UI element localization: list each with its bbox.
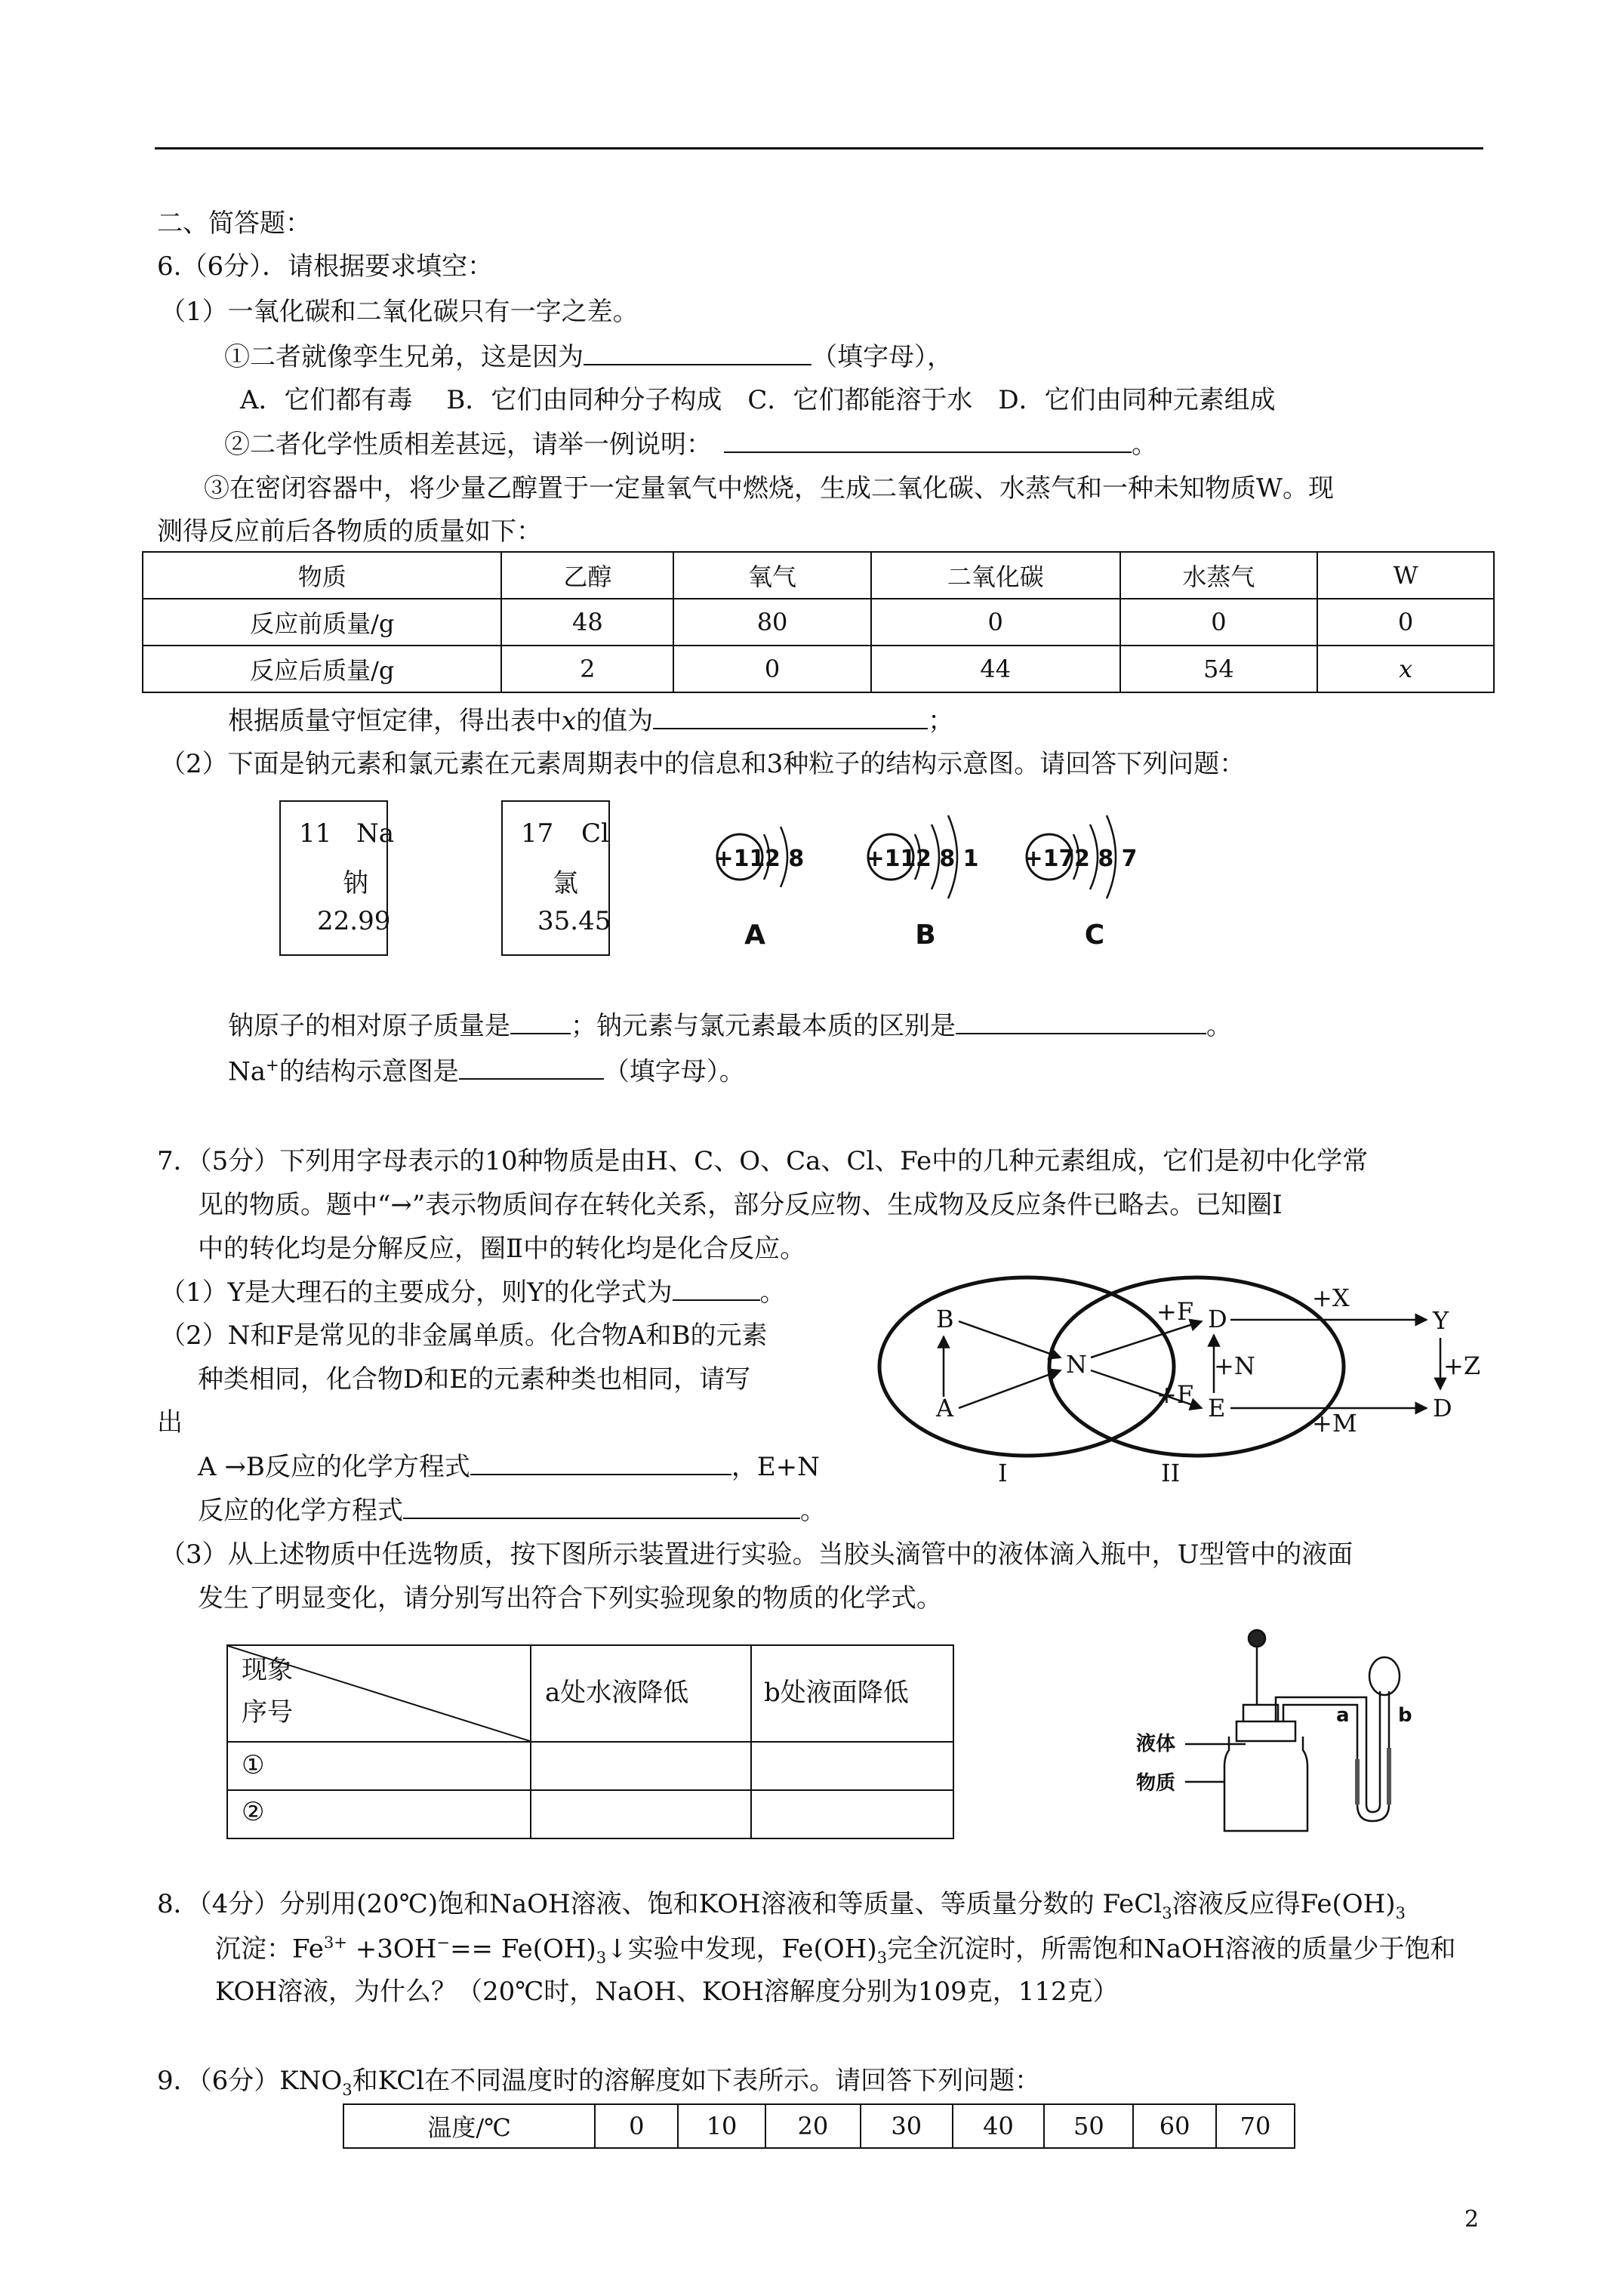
q9-text-1: 9．（6分）KNO xyxy=(157,2066,343,2096)
q7-part2-line4 xyxy=(198,1451,820,1483)
q7-line1: 7．（5分）下列用字母表示的10种物质是由H、C、O、Ca、Cl、Fe中的几种元素组成，它们是初中化学常 xyxy=(157,1146,1369,1176)
particle-a xyxy=(715,827,805,951)
particle-c xyxy=(1024,815,1138,951)
sodium-symbol: Na xyxy=(356,818,395,849)
table-cell: 60 xyxy=(1133,2104,1216,2148)
table-cell: 50 xyxy=(1044,2104,1133,2148)
node-b: B xyxy=(936,1305,954,1333)
q6-sub1 xyxy=(224,341,953,373)
node-y: Y xyxy=(1433,1306,1449,1335)
table-cell: 温度/℃ xyxy=(343,2104,595,2148)
q8-sub-4: 3 xyxy=(876,1948,888,1968)
liquid-label: 液体 xyxy=(1136,1733,1176,1755)
q6-part1-title: （1）一氧化碳和二氧化碳只有一字之差。 xyxy=(160,297,639,327)
q7-eq2-text: 反应的化学方程式 xyxy=(198,1496,403,1526)
chlorine-number: 17 xyxy=(521,818,554,849)
point-a-label: a xyxy=(1336,1704,1350,1727)
table-cell: 0 xyxy=(1317,599,1494,646)
table-header-row xyxy=(343,2104,1295,2148)
q8-text-6: ↓实验中发现，Fe(OH) xyxy=(606,1934,877,1965)
table-header-row xyxy=(143,552,1494,599)
point-b-label: b xyxy=(1398,1704,1412,1727)
chlorine-mass: 35.45 xyxy=(537,906,611,936)
table-cell: 10 xyxy=(678,2104,765,2148)
label-plus-f-bottom: +F xyxy=(1156,1380,1194,1409)
table-cell: 54 xyxy=(1120,646,1318,692)
table-cell: 0 xyxy=(673,646,871,692)
particle-a-shells: 2 8 xyxy=(765,846,805,872)
label-plus-n: +N xyxy=(1214,1351,1255,1380)
ion-symbol: Na xyxy=(228,1056,266,1087)
table-cell: 水蒸气 xyxy=(1120,552,1318,599)
sodium-element-box xyxy=(279,800,395,956)
corner-cell xyxy=(228,1646,530,1741)
corner-bottom-label: 序号 xyxy=(242,1697,293,1727)
difference-question-text: ；钠元素与氯元素最本质的区别是 xyxy=(571,1011,956,1041)
q7-part3-line2: 发生了明显变化，请分别写出符合下列实验现象的物质的化学式。 xyxy=(198,1583,942,1613)
q7-eq1-suffix: ，E+N xyxy=(731,1452,820,1482)
q6-sub3-line2: 测得反应前后各物质的质量如下： xyxy=(157,516,542,547)
q8-line1 xyxy=(157,1889,1406,1922)
row-1-label: ① xyxy=(242,1750,265,1780)
q8-sub-1: 3 xyxy=(1162,1903,1172,1922)
table-cell: 48 xyxy=(501,599,673,646)
q8-text-4: +3OH xyxy=(346,1934,437,1965)
q9-title xyxy=(157,2066,1040,2099)
q6-ion-question xyxy=(228,1056,745,1087)
difference-blank[interactable] xyxy=(956,1010,1206,1034)
q6-title: 6.（6分）．请根据要求填空： xyxy=(157,251,494,282)
chlorine-symbol: Cl xyxy=(581,818,609,849)
q7-line2: 见的物质。题中“→”表示物质间存在转化关系，部分反应物、生成物及反应条件已略去。已知圈Ⅰ xyxy=(198,1190,1283,1220)
table-cell: 30 xyxy=(861,2104,953,2148)
circle-ii xyxy=(1049,1277,1344,1456)
label-plus-m: +M xyxy=(1312,1409,1357,1438)
q8-sub-2: 3 xyxy=(1395,1903,1406,1922)
table-cell: 乙醇 xyxy=(501,552,673,599)
section-title: 二、简答题： xyxy=(157,208,311,239)
q8-text-7: 完全沉淀时，所需饱和NaOH溶液的质量少于饱和 xyxy=(887,1934,1456,1965)
particle-a-label: A xyxy=(744,920,765,951)
q8-sup-1: 3+ xyxy=(323,1933,347,1952)
q7-part2-line5 xyxy=(198,1495,826,1527)
ion-blank[interactable] xyxy=(459,1056,604,1080)
q7-result-table xyxy=(226,1644,954,1839)
label-circle-i: I xyxy=(998,1459,1008,1487)
q6-sub2 xyxy=(224,429,1157,461)
table-cell: x xyxy=(1317,646,1494,692)
column-b-header: b处液面降低 xyxy=(764,1678,909,1708)
q9-sub: 3 xyxy=(342,2079,353,2099)
q7-eq1-blank[interactable] xyxy=(470,1451,731,1475)
particle-b xyxy=(866,815,979,951)
q7-eq2-blank[interactable] xyxy=(403,1495,800,1519)
table-cell: 氧气 xyxy=(673,552,871,599)
node-d: D xyxy=(1208,1305,1227,1333)
table-cell: 反应前质量/g xyxy=(143,599,501,646)
difference-end: 。 xyxy=(1206,1011,1232,1041)
table-cell: 二氧化碳 xyxy=(871,552,1120,599)
particle-b-label: B xyxy=(915,920,936,951)
q6-mass-table xyxy=(142,551,1495,693)
particle-c-nucleus: +17 xyxy=(1024,846,1075,872)
ion-question-suffix: （填字母）。 xyxy=(603,1056,745,1087)
circle-i xyxy=(879,1277,1174,1456)
q7-eq2-end: 。 xyxy=(800,1496,826,1526)
particle-diagrams xyxy=(694,785,1178,966)
q8-text-1: 8．（4分）分别用(20℃)饱和NaOH溶液、饱和KOH溶液和等质量、等质量分数的 FeCl xyxy=(157,1889,1163,1919)
substance-label: 物质 xyxy=(1136,1772,1176,1795)
table-cell: W xyxy=(1317,552,1494,599)
variable-x: x xyxy=(562,706,577,736)
q7-part1-text: （1）Y是大理石的主要成分，则Y的化学式为 xyxy=(160,1277,673,1308)
label-plus-f-top: +F xyxy=(1156,1297,1194,1326)
q7-line3: 中的转化均是分解反应，圈Ⅱ中的转化均是化合反应。 xyxy=(198,1234,806,1264)
q8-line3: KOH溶液，为什么？（20℃时，NaOH、KOH溶解度分别为109克，112克） xyxy=(215,1977,1119,2007)
q6-sub1-suffix: （填字母）， xyxy=(812,342,953,372)
conservation-text: 根据质量守恒定律，得出表中 xyxy=(228,706,562,736)
q6-sub2-text: ②二者化学性质相差甚远，请举一例说明： xyxy=(224,430,712,460)
q8-sup-2: − xyxy=(436,1933,451,1952)
node-n: N xyxy=(1066,1350,1087,1379)
q8-sub-3: 3 xyxy=(596,1948,607,1968)
label-plus-z: +Z xyxy=(1443,1351,1481,1380)
table-row xyxy=(143,646,1494,692)
q6-part2-title: （2）下面是钠元素和氯元素在元素周期表中的信息和3种粒子的结构示意图。请回答下列问题： xyxy=(160,749,1246,779)
table-cell: 反应后质量/g xyxy=(143,646,501,692)
table-cell: 80 xyxy=(673,599,871,646)
q6-sub1-blank[interactable] xyxy=(584,341,812,365)
node-e: E xyxy=(1208,1394,1226,1422)
particle-a-nucleus: +11 xyxy=(714,846,765,872)
conservation-text-2: 的值为 xyxy=(576,706,654,736)
q6-sub2-end: 。 xyxy=(1132,430,1157,460)
ion-question-text: 的结构示意图是 xyxy=(279,1056,459,1087)
mass-blank[interactable] xyxy=(510,1010,571,1034)
q7-part2-line2: 种类相同，化合物D和E的元素种类也相同，请写 xyxy=(198,1364,751,1395)
q8-text-2: 溶液反应得Fe(OH) xyxy=(1172,1889,1396,1919)
table-cell: 40 xyxy=(953,2104,1045,2148)
header-rule xyxy=(155,147,1483,149)
column-a-header: a处水液降低 xyxy=(545,1678,689,1708)
q8-text-5: == Fe(OH) xyxy=(450,1934,596,1965)
page-number: 2 xyxy=(1464,2206,1480,2233)
q8-line2 xyxy=(215,1933,1456,1967)
apparatus-diagram xyxy=(1132,1616,1419,1842)
q7-part3-line1: （3）从上述物质中任选物质，按下图所示装置进行实验。当胶头滴管中的液体滴入瓶中，U型管中的液面 xyxy=(160,1539,1354,1570)
transformation-diagram xyxy=(876,1268,1495,1495)
sodium-mass: 22.99 xyxy=(317,906,391,936)
q7-part2-line1: （2）N和F是常见的非金属单质。化合物A和B的元素 xyxy=(160,1321,768,1351)
table-cell: 0 xyxy=(871,599,1120,646)
table-cell: 0 xyxy=(595,2104,678,2148)
particle-b-shells: 2 8 1 xyxy=(916,846,979,872)
table-row xyxy=(143,599,1494,646)
table-cell: 44 xyxy=(871,646,1120,692)
mass-question-text: 钠原子的相对原子质量是 xyxy=(228,1011,510,1041)
chlorine-name: 氯 xyxy=(553,868,578,898)
particle-c-label: C xyxy=(1084,920,1105,951)
q8-text-3: 沉淀：Fe xyxy=(215,1934,324,1965)
q7-part2-line3: 出 xyxy=(157,1407,183,1438)
table-cell: 物质 xyxy=(143,552,501,599)
sodium-number: 11 xyxy=(299,818,332,849)
q6-sub2-blank[interactable] xyxy=(724,429,1132,453)
q7-part1-blank[interactable] xyxy=(673,1277,760,1301)
q7-part1-end: 。 xyxy=(759,1277,786,1308)
table-cell: 20 xyxy=(765,2104,861,2148)
table-cell: 70 xyxy=(1216,2104,1295,2148)
q6-sub1-text: ①二者就像孪生兄弟，这是因为 xyxy=(224,342,584,372)
corner-top-label: 现象 xyxy=(242,1655,293,1685)
ion-charge: + xyxy=(266,1056,279,1074)
q9-text-2: 和KCl在不同温度时的溶解度如下表所示。请回答下列问题： xyxy=(352,2066,1041,2096)
q6-mass-question xyxy=(228,1010,1232,1042)
chlorine-element-box xyxy=(501,800,610,956)
label-circle-ii: II xyxy=(1161,1459,1181,1487)
particle-b-nucleus: +11 xyxy=(865,846,916,872)
q6-conservation xyxy=(228,705,953,737)
q7-part1 xyxy=(160,1277,786,1308)
node-d2: D xyxy=(1433,1394,1452,1422)
q7-eq1-text: A →B反应的化学方程式 xyxy=(198,1452,470,1482)
q6-options: A．它们都有毒 B．它们由同种分子构成 C．它们都能溶于水 D．它们由同种元素组成 xyxy=(240,385,1276,415)
q6-sub3-line1: ③在密闭容器中，将少量乙醇置于一定量氧气中燃烧，生成二氧化碳、水蒸气和一种未知物质W。现 xyxy=(204,473,1334,504)
conservation-end: ； xyxy=(928,706,954,736)
particle-c-shells: 2 8 7 xyxy=(1074,846,1138,872)
conservation-blank[interactable] xyxy=(653,705,928,729)
table-cell: 0 xyxy=(1120,599,1318,646)
label-plus-x: +X xyxy=(1312,1284,1350,1312)
sodium-name: 钠 xyxy=(343,868,368,898)
row-2-label: ② xyxy=(242,1797,265,1827)
q9-solubility-table xyxy=(343,2103,1295,2149)
node-a: A xyxy=(936,1394,954,1422)
table-cell: 2 xyxy=(501,646,673,692)
